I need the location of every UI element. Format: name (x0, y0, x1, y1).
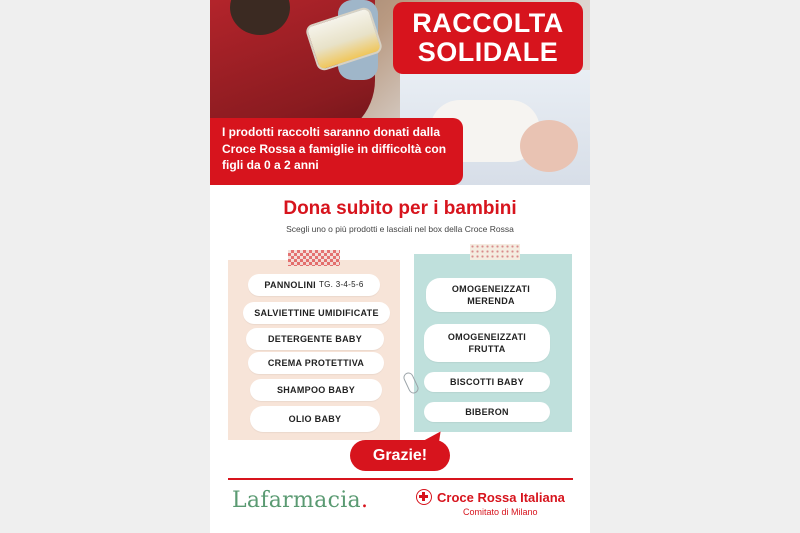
product-label: OMOGENEIZZATI (447, 332, 527, 342)
dona-subtitle: Scegli uno o più prodotti e lasciali nel box della Croce Rossa (286, 224, 514, 234)
product-label: OMOGENEIZZATI (451, 284, 531, 294)
product-label: SALVIETTINE UMIDIFICATE (254, 308, 379, 318)
red-cross-icon (416, 489, 432, 505)
product-label: BISCOTTI BABY (450, 377, 524, 387)
product-label: SHAMPOO BABY (276, 385, 356, 395)
product-pill-biscotti (424, 372, 550, 392)
product-label: DETERGENTE BABY (267, 334, 362, 344)
product-pill-salviettine (243, 302, 390, 324)
product-pill-shampoo (250, 379, 382, 401)
dona-title: Dona subito per i bambini (283, 198, 517, 219)
product-note: TG. 3-4-5-6 (318, 280, 364, 289)
poster (210, 0, 590, 533)
product-label: OLIO BABY (288, 414, 342, 424)
product-pill-pannolini (248, 274, 380, 296)
product-label-2: FRUTTA (468, 344, 506, 354)
tape-right-decoration (470, 244, 520, 260)
thanks-badge: Grazie! (350, 440, 450, 471)
product-pill-crema (248, 352, 384, 374)
product-pill-detergente (246, 328, 384, 350)
product-label: PANNOLINI (264, 280, 316, 290)
product-label-2: MERENDA (467, 296, 515, 306)
headline-line2: SOLIDALE (417, 37, 559, 67)
cri-name: Croce Rossa Italiana (437, 490, 565, 505)
brand-dot: . (360, 488, 369, 513)
tape-left-decoration (288, 250, 340, 266)
brand-name: Lafarmacia (232, 488, 361, 513)
product-pill-biberon (424, 402, 550, 422)
info-box (210, 118, 463, 185)
product-pill-omogeneizzati-merenda (426, 278, 556, 312)
lafarmacia-logo (232, 488, 368, 513)
headline-box (393, 2, 583, 74)
info-text: I prodotti raccolti saranno donati dalla Croce Rossa a famiglie in difficoltà con figli da 0 a 2 anni (222, 125, 447, 172)
product-pill-olio (250, 406, 380, 432)
product-label: BIBERON (465, 407, 509, 417)
footer-divider (228, 478, 573, 480)
product-pill-omogeneizzati-frutta (424, 324, 550, 362)
baby-head (520, 120, 578, 172)
product-label: CREMA PROTETTIVA (267, 358, 365, 368)
cri-subtitle: Comitato di Milano (463, 507, 538, 517)
headline-line1: RACCOLTA (412, 8, 564, 38)
